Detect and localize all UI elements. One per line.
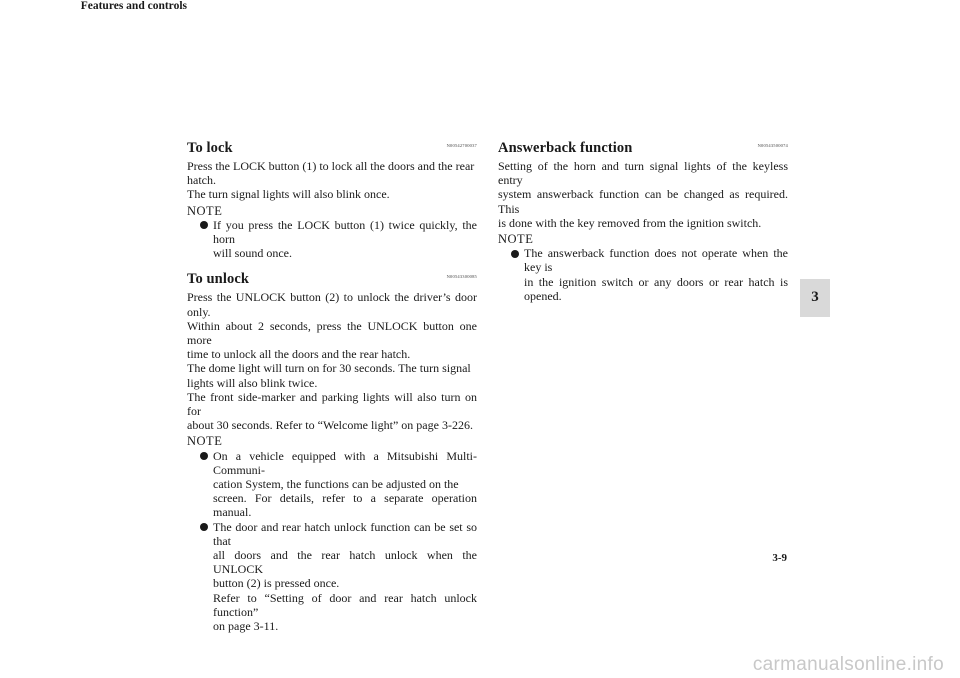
page-header-title: Features and controls	[80, 0, 187, 12]
bullet-icon	[200, 452, 208, 460]
bullet-icon	[200, 523, 208, 531]
to-lock-body	[187, 159, 477, 202]
body-line: about 30 seconds. Refer to “Welcome light” on page 3-226.	[187, 418, 473, 433]
body-line: The turn signal lights will also blink once.	[187, 187, 390, 202]
note-item	[187, 449, 477, 520]
bullet-icon	[200, 221, 208, 229]
heading-to-unlock	[187, 266, 477, 290]
section-title: To unlock	[187, 271, 250, 288]
note-line: all doors and the rear hatch unlock when the UNLOCK	[213, 548, 477, 577]
note-line: The door and rear hatch unlock function can be set so that	[213, 519, 477, 548]
note-line: The answerback function does not operate when the key is	[524, 246, 788, 275]
note-item	[498, 246, 788, 303]
answerback-body	[498, 159, 788, 230]
body-line: Press the LOCK button (1) to lock all the doors and the rear	[187, 159, 475, 173]
body-line: system answerback function can be changed as required. This	[498, 187, 788, 216]
body-line: hatch.	[187, 173, 216, 188]
note-line: button (2) is pressed once.	[213, 576, 340, 591]
left-column	[187, 135, 477, 633]
note-line: cation System, the functions can be adjusted on the	[213, 477, 459, 492]
body-line: is done with the key removed from the ignition switch.	[498, 215, 762, 230]
page-number: 3-9	[772, 552, 787, 564]
right-column	[498, 135, 788, 303]
section-code: N00543500074	[757, 142, 788, 148]
heading-answerback	[498, 135, 788, 159]
chapter-tab: 3	[800, 279, 830, 317]
note-label: NOTE	[187, 434, 223, 449]
note-line: If you press the LOCK button (1) twice quickly, the horn	[213, 217, 477, 247]
note-item	[187, 520, 477, 634]
body-line: time to unlock all the doors and the rear hatch.	[187, 347, 411, 362]
note-line: on page 3-11.	[213, 619, 279, 634]
note-item	[187, 218, 477, 261]
note-line: On a vehicle equipped with a Mitsubishi Multi-Communi-	[213, 448, 477, 477]
body-line: Setting of the horn and turn signal lights of the keyless entry	[498, 159, 788, 188]
note-line: Refer to “Setting of door and rear hatch unlock function”	[213, 590, 477, 619]
bullet-icon	[511, 250, 519, 258]
note-line: screen. For details, refer to a separate operation manual.	[213, 491, 477, 520]
note-line: will sound once.	[213, 246, 292, 261]
body-line: Press the UNLOCK button (2) to unlock the driver’s door only.	[187, 290, 477, 319]
note-label: NOTE	[498, 232, 534, 247]
to-unlock-body	[187, 290, 477, 432]
body-line: Within about 2 seconds, press the UNLOCK button one more	[187, 318, 477, 348]
heading-to-lock	[187, 135, 477, 159]
body-line: The dome light will turn on for 30 seconds. The turn signal	[187, 361, 471, 376]
section-title: Answerback function	[498, 139, 633, 156]
note-line: in the ignition switch or any doors or rear hatch is opened.	[524, 274, 788, 303]
watermark-text: carmanualsonline.info	[752, 654, 944, 675]
section-title: To lock	[187, 139, 233, 156]
section-code: N00543300085	[446, 274, 477, 280]
note-label: NOTE	[187, 203, 223, 218]
body-line: lights will also blink twice.	[187, 375, 318, 390]
body-line: The front side-marker and parking lights will also turn on for	[187, 389, 477, 419]
section-code: N00542700037	[446, 142, 477, 148]
